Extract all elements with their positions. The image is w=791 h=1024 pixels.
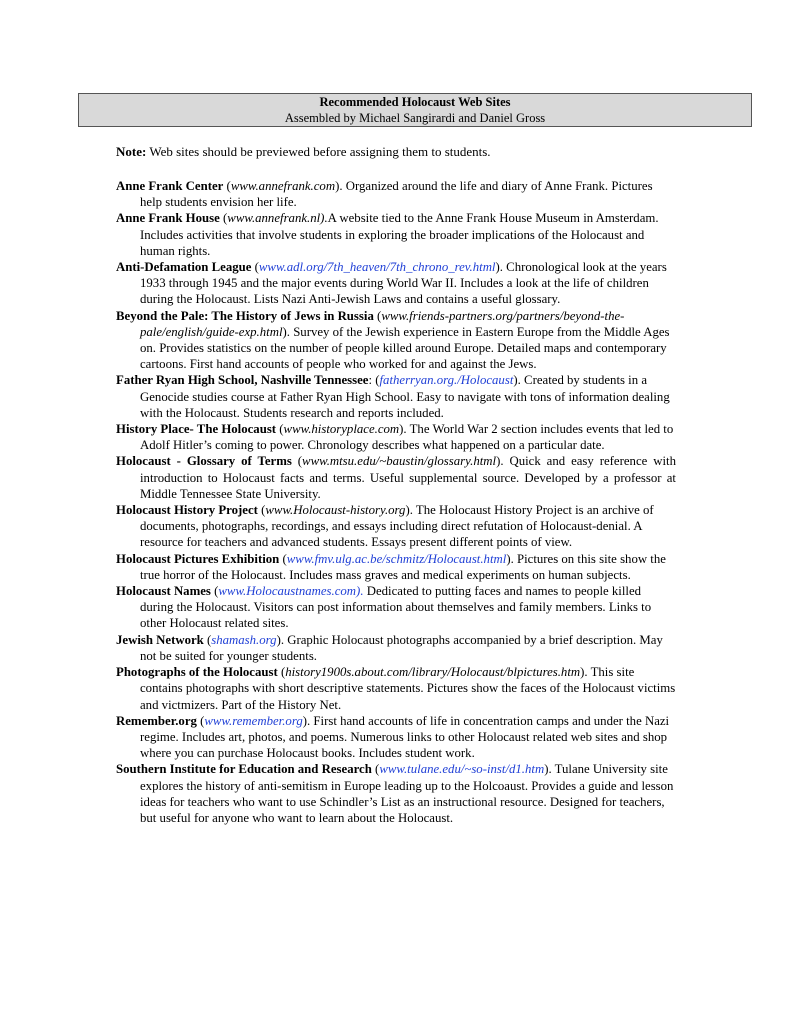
list-item: Beyond the Pale: The History of Jews in Russia (www.friends-partners.org/partners/beyond-the-pale/english/guide-exp.html). Survey of the Jewish experience in Eastern Europe from the Middle Ages on. Provides statistics on the number of people killed around Europe. Detailed maps and contemporary cartoons. First hand accounts of people who worked for and against the Jews. [116,308,670,372]
list-item: Jewish Network (shamash.org). Graphic Holocaust photographs accompanied by a brief description. May not be suited for younger students. [116,632,663,663]
site-name: Beyond the Pale: The History of Jews in Russia [116,308,374,323]
site-name: History Place- The Holocaust [116,422,277,437]
site-url[interactable]: www.mtsu.edu/~baustin/glossary.html [302,454,497,469]
list-item: Remember.org (www.remember.org). First hand accounts of life in concentration camps and under the Nazi regime. Includes art, photos, and poems. Numerous links to other Holocaust related web sites and shop where you can purchase Holocaust books. Includes student work. [116,713,670,761]
list-item: Holocaust History Project (www.Holocaust-history.org). The Holocaust History Project is an archive of documents, photographs, recordings, and essays including direct refutation of Holocaust-denial. A resource for teachers and advanced students. Essays present different points of view. [116,503,654,550]
site-name: Remember.org [116,713,197,728]
website-list [116,178,676,826]
site-description: A website tied to the Anne Frank House Museum in Amsterdam. Includes activities that involve students in exploring the broader implications of the Holocaust and human rights. [140,211,659,258]
site-name: Holocaust History Project [116,503,258,518]
list-item: Father Ryan High School, Nashville Tennessee: (fatherryan.org./Holocaust). Created by students in a Genocide studies course at Father Ryan High School. Easy to navigate with tons of information dealing with the Holocaust. Students research and reports included. [116,373,670,420]
site-name: Father Ryan High School, Nashville Tennessee [116,373,369,388]
list-item: Holocaust Pictures Exhibition (www.fmv.ulg.ac.be/schmitz/Holocaust.html). Pictures on this site show the true horror of the Holocaust. Includes mass graves and medical experiments on human subjects. [116,551,666,582]
list-item: Southern Institute for Education and Research (www.tulane.edu/~so-inst/d1.htm). Tulane University site explores the history of anti-semitism in Europe leading up to the Holcoaust. Provides a guide and lesson ideas for teachers who want to use Schindler’s List as an instructional resource. Designed for teachers, but useful for anyone who want to learn about the Holocaust. [116,762,674,825]
document-header [78,93,752,127]
note-text: Web sites should be previewed before assigning them to students. [146,144,491,159]
site-name: Southern Institute for Education and Research [116,762,372,777]
site-url[interactable]: www.annefrank.com [230,179,336,193]
site-url-link[interactable]: www.adl.org/7th_heaven/7th_chrono_rev.html [258,260,496,275]
site-description: Pictures on this site show the true horror of the Holocaust. Includes mass graves and medical experiments on human subjects. [140,551,666,582]
site-description: The World War 2 section includes events that led to Adolf Hitler’s coming to power. Chronology describes what happened on a particular date. [140,422,674,453]
site-url-link[interactable]: www.remember.org [204,713,303,728]
list-item: Anne Frank Center (www.annefrank.com). Organized around the life and diary of Anne Frank. Pictures help students envision her life. [116,179,653,210]
site-description: Chronological look at the years 1933 through 1945 and the major events during World War II. Includes a look at the life of children during the Holocaust. Lists Nazi Anti-Jewish Laws and contains a useful glossary. [140,260,667,307]
site-name: Anne Frank Center [116,179,224,193]
site-url-link[interactable]: fatherryan.org./Holocaust [379,373,514,388]
site-description: The Holocaust History Project is an archive of documents, photographs, recordings, and essays including direct refutation of Holocaust-denial. A resource for teachers and advanced students. Essays present different points of view. [140,503,654,550]
site-url[interactable]: history1900s.about.com/library/Holocaust/blpictures.htm [285,665,581,680]
site-description: Dedicated to putting faces and names to people killed during the Holocaust. Visitors can post information about themselves and family members. Links to other Holocaust related sites. [140,584,652,631]
document-title: Recommended Holocaust Web Sites [319,95,511,109]
site-name: Jewish Network [116,632,204,647]
site-description: Graphic Holocaust photographs accompanied by a brief description. May not be suited for younger students. [140,632,663,663]
site-name: Holocaust Names [116,584,211,599]
list-item: Anti-Defamation League (www.adl.org/7th_heaven/7th_chrono_rev.html). Chronological look at the years 1933 through 1945 and the major events during World War II. Includes a look at the life of children during the Holocaust. Lists Nazi Anti-Jewish Laws and contains a useful glossary. [116,260,667,307]
site-url[interactable]: www.annefrank.nl). [227,211,328,226]
site-name: Photographs of the Holocaust [116,665,278,680]
list-item: Anne Frank House (www.annefrank.nl).A website tied to the Anne Frank House Museum in Amsterdam. Includes activities that involve students in exploring the broader implications of the Holocaust and human rights. [116,211,659,258]
site-name: Holocaust - Glossary of Terms [116,454,292,469]
list-item: History Place- The Holocaust (www.historyplace.com). The World War 2 section includes events that led to Adolf Hitler’s coming to power. Chronology describes what happened on a particular date. [116,422,674,453]
site-url-link[interactable]: shamash.org [211,632,277,647]
document-subtitle: Assembled by Michael Sangirardi and Daniel Gross [284,111,546,125]
site-url[interactable]: www.historyplace.com [283,422,400,437]
list-item: Photographs of the Holocaust (history1900s.about.com/library/Holocaust/blpictures.htm). This site contains photographs with short descriptive statements. Pictures show the faces of the Holocaust victims and victmizers. Part of the History Net. [116,665,676,712]
note-paragraph [116,144,756,160]
site-description: This site contains photographs with short descriptive statements. Pictures show the faces of the Holocaust victims and victmizers. Part of the History Net. [140,665,676,712]
site-description: Survey of the Jewish experience in Eastern Europe from the Middle Ages on. Provides statistics on the number of people killed around Europe. Detailed maps and contemporary cartoons. First hand accounts of people who worked for and against the Jews. [140,324,670,372]
site-description: Organized around the life and diary of Anne Frank. Pictures help students envision her life. [140,179,653,210]
site-description: First hand accounts of life in concentration camps and under the Nazi regime. Includes art, photos, and poems. Numerous links to other Holocaust related web sites and shop where you can purchase Holocaust books. Includes student work. [140,713,670,761]
list-item: Holocaust Names (www.Holocaustnames.com). Dedicated to putting faces and names to people killed during the Holocaust. Visitors can post information about themselves and family members. Links to other Holocaust related sites. [116,584,652,631]
site-name: Holocaust Pictures Exhibition [116,551,280,566]
list-item: Holocaust - Glossary of Terms (www.mtsu.edu/~baustin/glossary.html). Quick and easy reference with introduction to Holocaust facts and terms. Useful supplemental source. Developed by a professor at Middle Tennessee State University. [116,454,676,501]
site-description: Quick and easy reference with introduction to Holocaust facts and terms. Useful supplemental source. Developed by a professor at Middle Tennessee State University. [140,454,676,501]
site-url-link[interactable]: www.tulane.edu/~so-inst/d1.htm [379,762,545,777]
site-url[interactable]: www.friends-partners.org/partners/beyond-the-pale/english/guide-exp.html [140,308,625,339]
site-url-link[interactable]: www.fmv.ulg.ac.be/schmitz/Holocaust.html [286,551,507,566]
site-name: Anne Frank House [116,211,220,226]
site-description: Created by students in a Genocide studies course at Father Ryan High School. Easy to navigate with tons of information dealing with the Holocaust. Students research and reports included. [140,373,670,420]
note-label: Note: [116,144,147,159]
site-name: Anti-Defamation League [116,260,252,275]
site-url[interactable]: www.Holocaust-history.org [265,503,406,518]
site-description: Tulane University site explores the history of anti-semitism in Europe leading up to the Holcoaust. Provides a guide and lesson ideas for teachers who want to use Schindler’s List as an instructional resource. Designed for teachers, but useful for anyone who want to learn about the Holocaust. [140,762,674,825]
site-url-link[interactable]: www.Holocaustnames.com). [218,584,364,599]
